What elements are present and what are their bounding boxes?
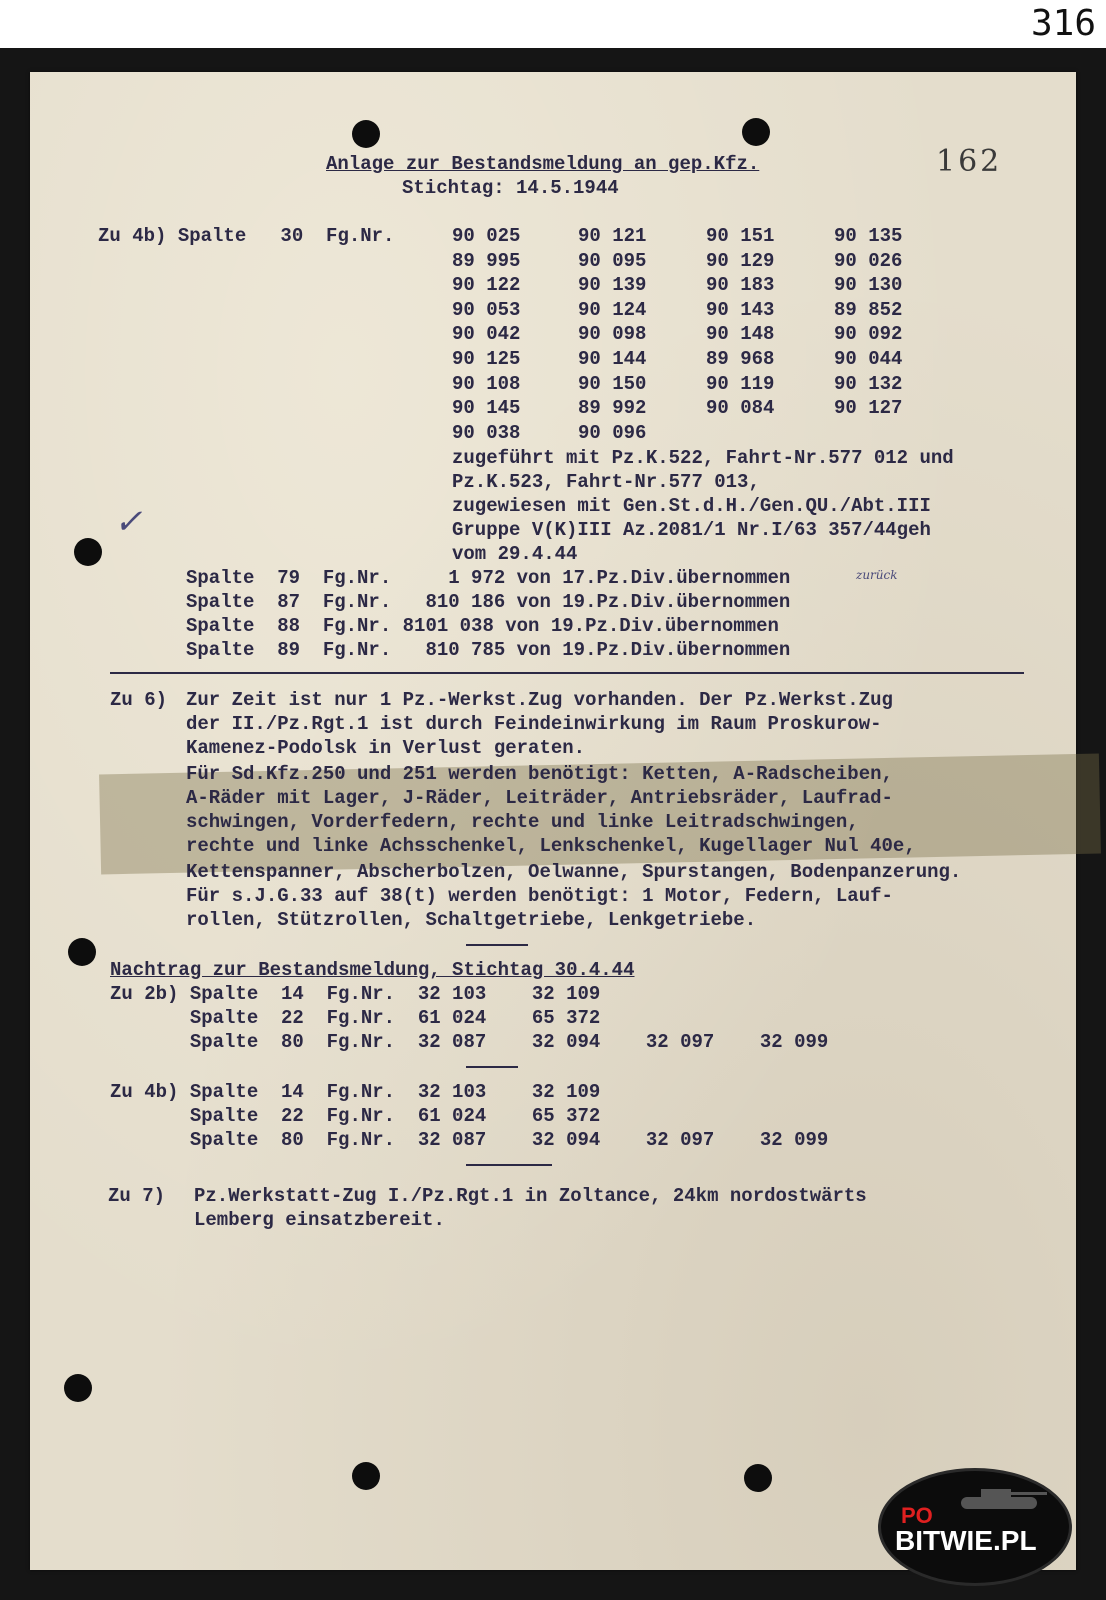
vehicle-number: 90 150 [578, 372, 647, 395]
punch-hole [64, 1374, 92, 1402]
section6-line: der II./Pz.Rgt.1 ist durch Feindeinwirkung im Raum Proskurow- [186, 713, 882, 735]
section6-line: Für Sd.Kfz.250 und 251 werden benötigt: Ketten, A-Radscheiben, [186, 763, 893, 785]
vehicle-number: 90 132 [834, 372, 903, 395]
spalte-line: Spalte 89 Fg.Nr. 810 785 von 19.Pz.Div.übernommen [186, 639, 791, 661]
vehicle-number: 90 025 [452, 225, 521, 247]
nachtrag-2b-line: Zu 2b) Spalte 14 Fg.Nr. 32 103 32 109 [110, 983, 601, 1005]
punch-hole [744, 1464, 772, 1492]
spalte-line: Spalte 79 Fg.Nr. 1 972 von 17.Pz.Div.übernommen [186, 567, 791, 589]
logo-text-po: PO [901, 1503, 933, 1528]
checkmark-icon: ✓ [114, 502, 143, 542]
document-page [30, 72, 1076, 1570]
punch-hole [352, 1462, 380, 1490]
vehicle-number: 90 098 [578, 323, 647, 346]
nachtrag-2b-line: Spalte 80 Fg.Nr. 32 087 32 094 32 097 32 099 [110, 1031, 829, 1053]
vehicle-number: 90 183 [706, 274, 775, 297]
note-line: zugeführt mit Pz.K.522, Fahrt-Nr.577 012 und [452, 447, 954, 469]
nachtrag-title: Nachtrag zur Bestandsmeldung, Stichtag 30.4.44 [110, 959, 635, 981]
section6-line: A-Räder mit Lager, J-Räder, Leiträder, Antriebsräder, Laufrad- [186, 787, 893, 809]
section6-line: Zur Zeit ist nur 1 Pz.-Werkst.Zug vorhanden. Der Pz.Werkst.Zug [186, 689, 893, 711]
note-line: Pz.K.523, Fahrt-Nr.577 013, [452, 471, 760, 493]
vehicle-number: 90 121 [578, 225, 647, 247]
vehicle-number: 90 092 [834, 323, 903, 346]
divider [466, 1164, 552, 1166]
punch-hole [68, 938, 96, 966]
vehicle-number: 89 852 [834, 298, 903, 321]
vehicle-number: 90 095 [578, 249, 647, 272]
section6-line: rollen, Stützrollen, Schaltgetriebe, Lenkgetriebe. [186, 909, 757, 931]
zu7-label: Zu 7) [108, 1185, 166, 1207]
vehicle-number: 90 026 [834, 249, 903, 272]
punch-hole [352, 120, 380, 148]
zu4b-label: Zu 4b) Spalte 30 Fg.Nr. [98, 225, 395, 247]
note-line: Gruppe V(K)III Az.2081/1 Nr.I/63 357/44geh [452, 519, 931, 541]
section6-line: Für s.J.G.33 auf 38(t) werden benötigt: 1 Motor, Federn, Lauf- [186, 885, 893, 907]
punch-hole [742, 118, 770, 146]
vehicle-number: 90 143 [706, 298, 775, 321]
section7-line: Pz.Werkstatt-Zug I./Pz.Rgt.1 in Zoltance, 24km nordostwärts [194, 1185, 867, 1207]
note-line: zugewiesen mit Gen.St.d.H./Gen.QU./Abt.III [452, 495, 931, 517]
divider [466, 1066, 518, 1068]
vehicle-number: 90 108 [452, 372, 521, 395]
vehicle-number: 90 053 [452, 298, 521, 321]
vehicle-number: 90 144 [578, 348, 647, 370]
section6-line: Kettenspanner, Abscherbolzen, Oelwanne, Spurstangen, Bodenpanzerung. [186, 861, 962, 883]
vehicle-number: 90 145 [452, 397, 521, 420]
page-number: 316 [1030, 3, 1096, 44]
vehicle-number: 90 139 [578, 274, 647, 297]
divider [110, 672, 1024, 674]
vehicle-number: 90 119 [706, 372, 775, 395]
section6-line: Kamenez-Podolsk in Verlust geraten. [186, 737, 586, 759]
vehicle-number: 89 992 [578, 397, 647, 420]
nachtrag-4b-line: Spalte 22 Fg.Nr. 61 024 65 372 [110, 1105, 601, 1127]
vehicle-number: 90 130 [834, 274, 903, 297]
vehicle-number: 90 044 [834, 348, 903, 370]
note-line: vom 29.4.44 [452, 543, 578, 565]
vehicle-number: 90 125 [452, 348, 521, 370]
section6-line: schwingen, Vorderfedern, rechte und linke Leitradschwingen, [186, 811, 859, 833]
vehicle-number: 90 148 [706, 323, 775, 346]
vehicle-number: 90 135 [834, 225, 903, 247]
logo-text-bitwie: BITWIE.PL [895, 1525, 1037, 1556]
vehicle-number: 89 995 [452, 249, 521, 272]
tank-icon [951, 1483, 1051, 1513]
section7-line: Lemberg einsatzbereit. [194, 1209, 445, 1231]
vehicle-number: 90 042 [452, 323, 521, 346]
spalte-line: Spalte 87 Fg.Nr. 810 186 von 19.Pz.Div.übernommen [186, 591, 791, 613]
vehicle-number: 90 096 [578, 421, 647, 444]
nachtrag-2b-line: Spalte 22 Fg.Nr. 61 024 65 372 [110, 1007, 601, 1029]
vehicle-number: 90 151 [706, 225, 775, 247]
vehicle-number: 90 084 [706, 397, 775, 420]
nachtrag-4b-line: Spalte 80 Fg.Nr. 32 087 32 094 32 097 32 099 [110, 1129, 829, 1151]
reference-date: Stichtag: 14.5.1944 [402, 177, 619, 199]
vehicle-number: 90 127 [834, 397, 903, 420]
zu6-label: Zu 6) [110, 689, 168, 711]
vehicle-number: 90 129 [706, 249, 775, 272]
punch-hole [74, 538, 102, 566]
divider [466, 944, 528, 946]
vehicle-number: 90 122 [452, 274, 521, 297]
handwritten-note: zurück [856, 568, 898, 582]
section6-line: rechte und linke Achsschenkel, Lenkschenkel, Kugellager Nul 40e, [186, 835, 916, 857]
spalte-line: Spalte 88 Fg.Nr. 8101 038 von 19.Pz.Div.übernommen [186, 615, 779, 637]
archive-number: 162 [936, 144, 1003, 179]
nachtrag-4b-line: Zu 4b) Spalte 14 Fg.Nr. 32 103 32 109 [110, 1081, 601, 1103]
pobitwie-logo [878, 1468, 1072, 1586]
vehicle-number: 90 038 [452, 421, 521, 444]
document-title: Anlage zur Bestandsmeldung an gep.Kfz. [326, 153, 760, 175]
vehicle-number: 90 124 [578, 298, 647, 321]
vehicle-number: 89 968 [706, 348, 775, 370]
